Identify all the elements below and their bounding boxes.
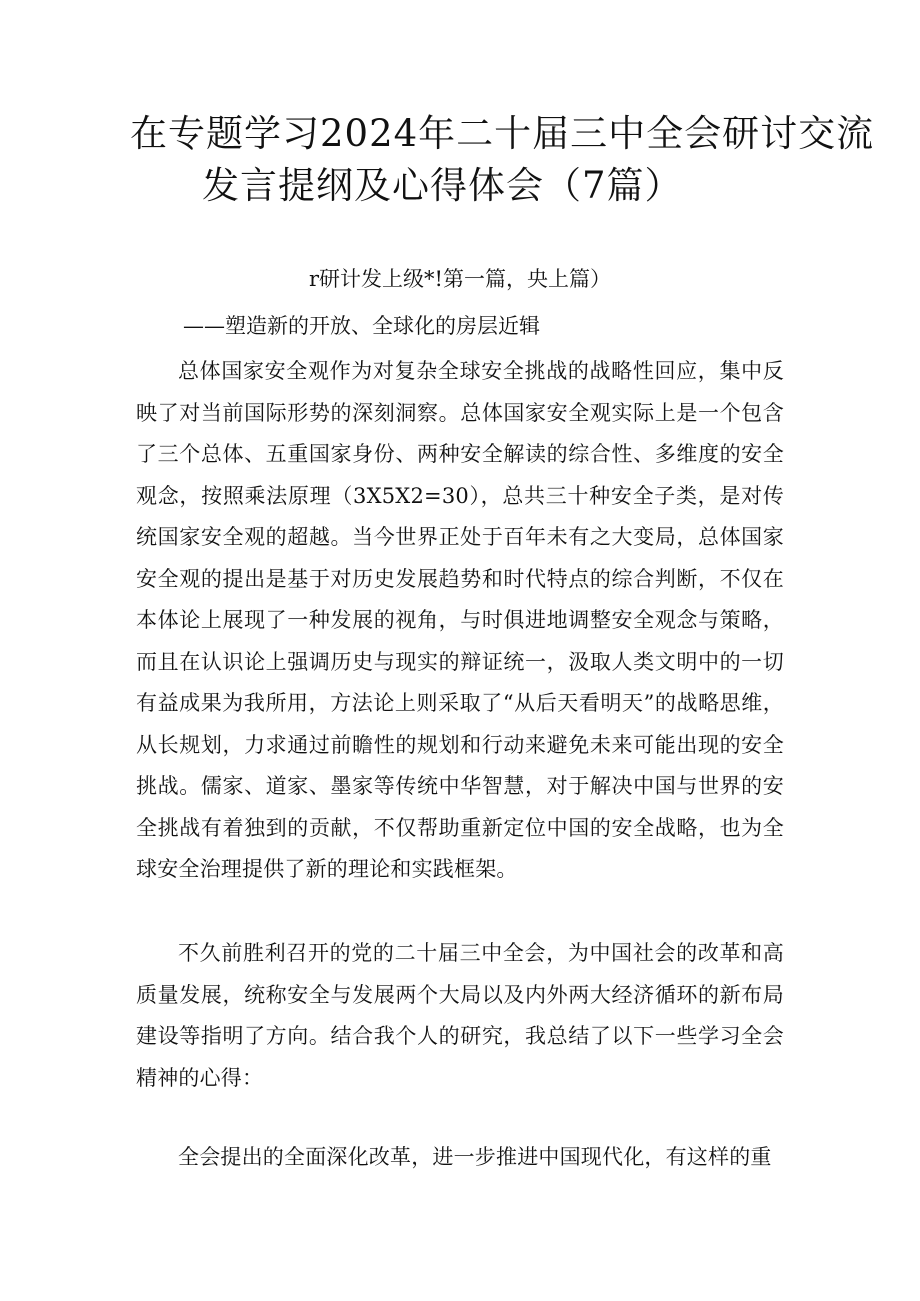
section-heading: r研计发上级*!第一篇，央上篇）: [309, 267, 611, 291]
paragraph-1: 总体国家安全观作为对复杂全球安全挑战的战略性回应，集中反映了对当前国际形势的深刻洞察。总体国家安全观实际上是一个包含了三个总体、五重国家身份、两种安全解读的综合性、多维度的安全观念，按照乘法原理（3X5X2=30），总共三十种安全子类，是对传统国家安全观的超越。当今世界正处于百年未有之大变局，总体国家安全观的提出是基于对历史发展趋势和时代特点的综合判断，不仅在本体论上展现了一种发展的视角，与时俱进地调整安全观念与策略，而且在认识论上强调历史与现实的辩证统一，汲取人类文明中的一切有益成果为我所用，方法论上则采取了“从后天看明天”的战略思维，从长规划，力求通过前瞻性的规划和行动来避免未来可能出现的安全挑战。儒家、道家、墨家等传统中华智慧，对于解决中国与世界的安全挑战有着独到的贡献，不仅帮助重新定位中国的安全战略，也为全球安全治理提供了新的理论和实践框架。: [136, 359, 784, 881]
title-line-1: 在专题学习2024年二十届三中全会研讨交流: [130, 112, 875, 155]
title-line-2: 发言提纲及心得体会（7篇）: [202, 164, 683, 207]
paragraph-3: 全会提出的全面深化改革，进一步推进中国现代化，有这样的重: [178, 1145, 772, 1169]
paragraph-2: 不久前胜利召开的党的二十届三中全会，为中国社会的改革和高质量发展，统称安全与发展两个大局以及内外两大经济循环的新布局建设等指明了方向。结合我个人的研究，我总结了以下一些学习全会精神的心得：: [136, 941, 784, 1090]
document-title: [130, 108, 875, 212]
section-subtitle: ——塑造新的开放、全球化的房层近辑: [183, 314, 540, 338]
